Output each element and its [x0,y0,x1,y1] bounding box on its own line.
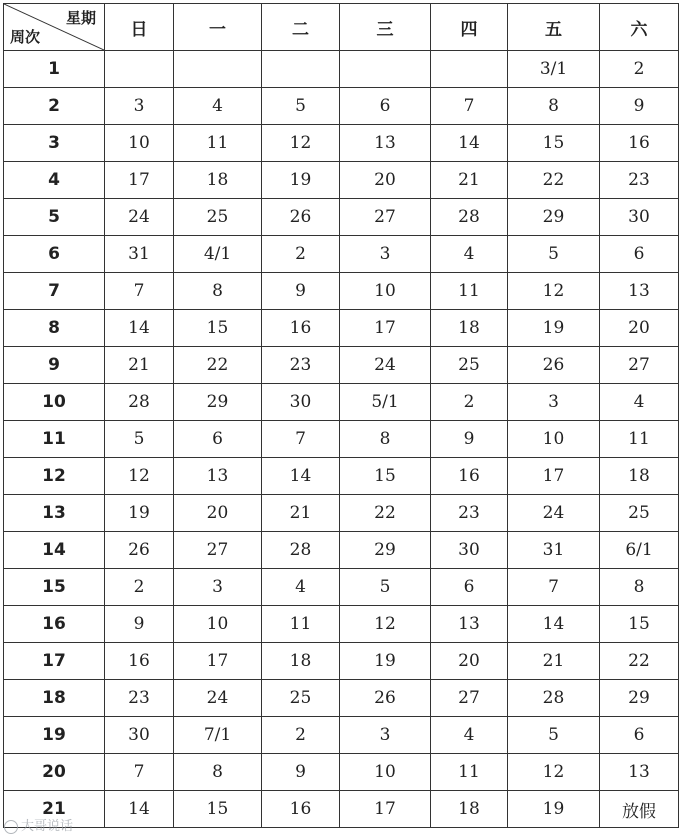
date-cell-sunday: 3 [105,88,174,125]
date-cell-friday: 12 [508,754,600,791]
date-cell-tuesday [262,51,340,88]
date-cell-thursday: 18 [431,310,508,347]
date-cell-tuesday: 23 [262,347,340,384]
date-cell-sunday: 12 [105,458,174,495]
date-cell-wednesday: 22 [340,495,431,532]
date-cell-monday: 22 [174,347,262,384]
week-number-cell: 18 [4,680,105,717]
date-cell-wednesday: 3 [340,717,431,754]
week-row [4,791,679,828]
date-cell-thursday: 11 [431,273,508,310]
date-cell-sunday: 28 [105,384,174,421]
date-cell-thursday: 13 [431,606,508,643]
date-cell-tuesday: 19 [262,162,340,199]
date-cell-monday: 25 [174,199,262,236]
calendar-body [4,51,679,828]
date-cell-sunday [105,51,174,88]
week-number-cell: 3 [4,125,105,162]
date-cell-sunday: 14 [105,310,174,347]
week-row [4,717,679,754]
date-cell-sunday: 21 [105,347,174,384]
week-row [4,495,679,532]
week-row [4,754,679,791]
date-cell-tuesday: 21 [262,495,340,532]
date-cell-saturday: 25 [600,495,679,532]
week-row [4,606,679,643]
date-cell-thursday: 16 [431,458,508,495]
weekday-header-thursday: 四 [431,4,508,51]
date-cell-thursday: 7 [431,88,508,125]
week-row [4,51,679,88]
date-cell-saturday: 6 [600,717,679,754]
week-number-axis-label: 周次 [10,28,41,46]
date-cell-friday: 3 [508,384,600,421]
date-cell-tuesday: 16 [262,310,340,347]
date-cell-monday: 7/1 [174,717,262,754]
date-cell-tuesday: 4 [262,569,340,606]
date-cell-saturday: 8 [600,569,679,606]
date-cell-monday: 15 [174,310,262,347]
date-cell-wednesday: 17 [340,791,431,828]
date-cell-thursday: 21 [431,162,508,199]
week-row [4,421,679,458]
week-number-cell: 2 [4,88,105,125]
week-number-cell: 17 [4,643,105,680]
week-number-cell: 6 [4,236,105,273]
date-cell-wednesday: 10 [340,754,431,791]
date-cell-sunday: 31 [105,236,174,273]
week-row [4,347,679,384]
date-cell-monday: 20 [174,495,262,532]
date-cell-saturday: 13 [600,754,679,791]
date-cell-tuesday: 9 [262,273,340,310]
week-row [4,88,679,125]
week-number-cell: 13 [4,495,105,532]
week-row [4,310,679,347]
date-cell-friday: 28 [508,680,600,717]
date-cell-saturday: 22 [600,643,679,680]
date-cell-friday: 12 [508,273,600,310]
date-cell-tuesday: 28 [262,532,340,569]
week-number-cell: 1 [4,51,105,88]
date-cell-saturday: 18 [600,458,679,495]
date-cell-thursday: 20 [431,643,508,680]
watermark-logo-icon [4,820,18,834]
date-cell-wednesday: 19 [340,643,431,680]
date-cell-tuesday: 26 [262,199,340,236]
date-cell-wednesday: 20 [340,162,431,199]
date-cell-tuesday: 2 [262,717,340,754]
date-cell-monday: 4/1 [174,236,262,273]
week-number-cell: 12 [4,458,105,495]
date-cell-sunday: 10 [105,125,174,162]
date-cell-tuesday: 18 [262,643,340,680]
date-cell-friday: 5 [508,717,600,754]
date-cell-sunday: 19 [105,495,174,532]
date-cell-tuesday: 14 [262,458,340,495]
date-cell-tuesday: 30 [262,384,340,421]
date-cell-monday [174,51,262,88]
date-cell-friday: 29 [508,199,600,236]
week-row [4,125,679,162]
date-cell-sunday: 14 [105,791,174,828]
date-cell-tuesday: 7 [262,421,340,458]
weekday-header-saturday: 六 [600,4,679,51]
date-cell-sunday: 17 [105,162,174,199]
week-row [4,162,679,199]
weekday-header-wednesday: 三 [340,4,431,51]
date-cell-wednesday [340,51,431,88]
date-cell-thursday: 27 [431,680,508,717]
week-number-cell: 5 [4,199,105,236]
date-cell-wednesday: 3 [340,236,431,273]
date-cell-sunday: 16 [105,643,174,680]
date-cell-monday: 24 [174,680,262,717]
date-cell-tuesday: 16 [262,791,340,828]
weekday-header-tuesday: 二 [262,4,340,51]
date-cell-monday: 3 [174,569,262,606]
week-row [4,569,679,606]
week-row [4,273,679,310]
date-cell-thursday [431,51,508,88]
week-number-cell: 19 [4,717,105,754]
date-cell-friday: 3/1 [508,51,600,88]
date-cell-saturday: 29 [600,680,679,717]
date-cell-friday: 26 [508,347,600,384]
date-cell-wednesday: 5 [340,569,431,606]
date-cell-sunday: 7 [105,273,174,310]
date-cell-saturday: 20 [600,310,679,347]
date-cell-tuesday: 2 [262,236,340,273]
date-cell-friday: 19 [508,791,600,828]
date-cell-friday: 14 [508,606,600,643]
week-row [4,532,679,569]
date-cell-monday: 11 [174,125,262,162]
weekday-axis-label: 星期 [65,9,96,27]
weekday-header-sunday: 日 [105,4,174,51]
week-row [4,199,679,236]
date-cell-tuesday: 12 [262,125,340,162]
date-cell-monday: 29 [174,384,262,421]
date-cell-thursday: 6 [431,569,508,606]
date-cell-friday: 7 [508,569,600,606]
week-number-cell: 15 [4,569,105,606]
watermark [4,815,73,834]
date-cell-thursday: 25 [431,347,508,384]
date-cell-monday: 8 [174,273,262,310]
date-cell-saturday: 11 [600,421,679,458]
date-cell-saturday: 2 [600,51,679,88]
date-cell-friday: 8 [508,88,600,125]
date-cell-saturday: 9 [600,88,679,125]
date-cell-wednesday: 26 [340,680,431,717]
date-cell-monday: 4 [174,88,262,125]
date-cell-thursday: 2 [431,384,508,421]
date-cell-wednesday: 5/1 [340,384,431,421]
date-cell-friday: 31 [508,532,600,569]
date-cell-saturday: 30 [600,199,679,236]
week-number-cell: 4 [4,162,105,199]
date-cell-saturday: 15 [600,606,679,643]
date-cell-thursday: 18 [431,791,508,828]
date-cell-sunday: 7 [105,754,174,791]
school-calendar-table [3,3,679,828]
watermark-text: 大哥说话 [21,819,74,834]
corner-header-cell [4,4,105,51]
week-row [4,643,679,680]
date-cell-sunday: 5 [105,421,174,458]
date-cell-wednesday: 15 [340,458,431,495]
week-number-cell: 9 [4,347,105,384]
date-cell-sunday: 30 [105,717,174,754]
date-cell-thursday: 11 [431,754,508,791]
date-cell-saturday: 16 [600,125,679,162]
week-number-cell: 21 [4,791,105,828]
week-number-cell: 8 [4,310,105,347]
date-cell-tuesday: 9 [262,754,340,791]
date-cell-saturday: 13 [600,273,679,310]
date-cell-friday: 22 [508,162,600,199]
date-cell-thursday: 14 [431,125,508,162]
date-cell-thursday: 28 [431,199,508,236]
date-cell-friday: 10 [508,421,600,458]
week-number-cell: 14 [4,532,105,569]
date-cell-wednesday: 12 [340,606,431,643]
week-row [4,458,679,495]
date-cell-saturday: 23 [600,162,679,199]
date-cell-friday: 21 [508,643,600,680]
date-cell-friday: 17 [508,458,600,495]
week-number-cell: 10 [4,384,105,421]
date-cell-saturday: 4 [600,384,679,421]
date-cell-friday: 24 [508,495,600,532]
date-cell-monday: 10 [174,606,262,643]
week-number-cell: 20 [4,754,105,791]
week-row [4,236,679,273]
date-cell-wednesday: 6 [340,88,431,125]
date-cell-monday: 6 [174,421,262,458]
date-cell-sunday: 9 [105,606,174,643]
date-cell-monday: 8 [174,754,262,791]
date-cell-wednesday: 17 [340,310,431,347]
date-cell-thursday: 4 [431,717,508,754]
date-cell-monday: 18 [174,162,262,199]
week-row [4,384,679,421]
date-cell-tuesday: 11 [262,606,340,643]
date-cell-thursday: 4 [431,236,508,273]
date-cell-friday: 19 [508,310,600,347]
date-cell-tuesday: 25 [262,680,340,717]
date-cell-wednesday: 10 [340,273,431,310]
week-row [4,680,679,717]
week-number-cell: 16 [4,606,105,643]
date-cell-friday: 15 [508,125,600,162]
date-cell-thursday: 23 [431,495,508,532]
week-number-cell: 7 [4,273,105,310]
date-cell-thursday: 30 [431,532,508,569]
date-cell-wednesday: 29 [340,532,431,569]
date-cell-wednesday: 27 [340,199,431,236]
date-cell-sunday: 26 [105,532,174,569]
date-cell-saturday: 6 [600,236,679,273]
date-cell-sunday: 24 [105,199,174,236]
date-cell-sunday: 2 [105,569,174,606]
date-cell-saturday: 6/1 [600,532,679,569]
weekday-header-friday: 五 [508,4,600,51]
date-cell-saturday: 27 [600,347,679,384]
date-cell-saturday: 放假 [600,791,679,828]
week-number-cell: 11 [4,421,105,458]
date-cell-thursday: 9 [431,421,508,458]
date-cell-monday: 17 [174,643,262,680]
date-cell-friday: 5 [508,236,600,273]
date-cell-monday: 13 [174,458,262,495]
date-cell-wednesday: 13 [340,125,431,162]
weekday-header-monday: 一 [174,4,262,51]
date-cell-sunday: 23 [105,680,174,717]
date-cell-tuesday: 5 [262,88,340,125]
date-cell-wednesday: 24 [340,347,431,384]
date-cell-monday: 15 [174,791,262,828]
date-cell-monday: 27 [174,532,262,569]
date-cell-wednesday: 8 [340,421,431,458]
header-row [4,4,679,51]
